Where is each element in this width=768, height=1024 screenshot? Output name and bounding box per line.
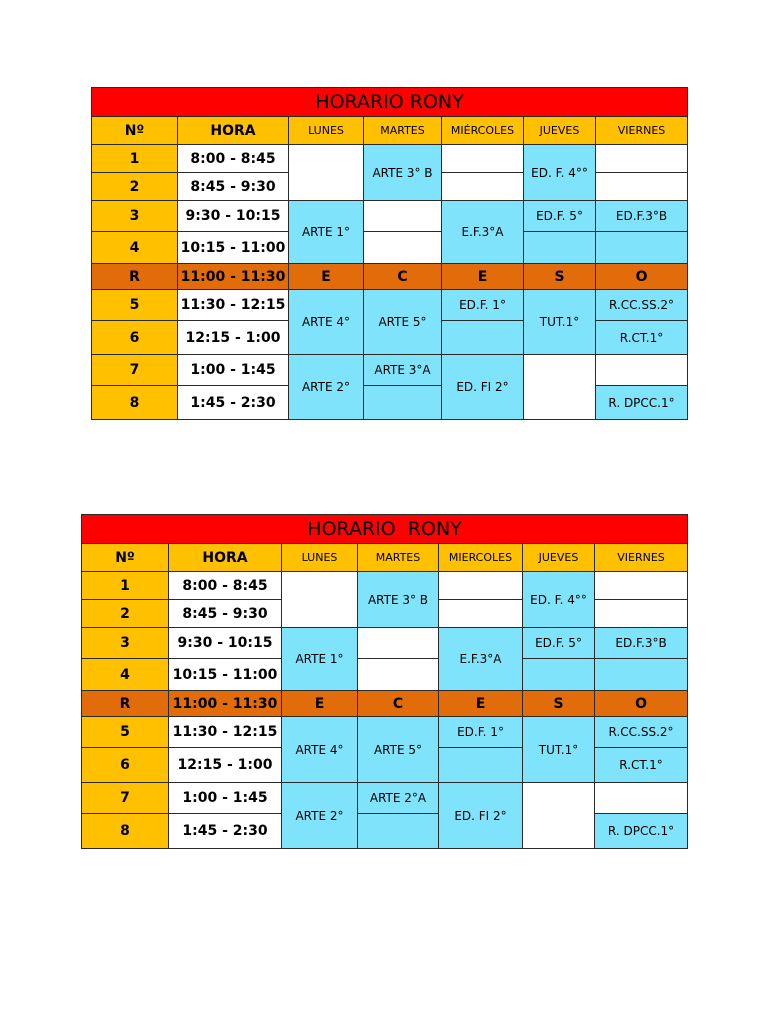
period-time: 8:45 - 9:30 xyxy=(169,600,282,628)
schedule-table-2 xyxy=(81,514,688,849)
period-time: 8:00 - 8:45 xyxy=(178,145,289,173)
recess-letter: E xyxy=(282,691,358,717)
cell-miercoles-7-8: ED. FI 2° xyxy=(439,783,523,849)
period-number: 5 xyxy=(82,717,169,748)
period-time: 10:15 - 11:00 xyxy=(169,659,282,691)
cell-martes-4 xyxy=(364,232,442,264)
period-number: 4 xyxy=(92,232,178,264)
cell-jueves-3: ED.F. 5° xyxy=(523,628,595,659)
cell-viernes-3: ED.F.3°B xyxy=(595,628,688,659)
cell-miercoles-6 xyxy=(439,748,523,783)
cell-lunes-empty xyxy=(282,572,358,628)
cell-martes-4 xyxy=(358,659,439,691)
table-title: HORARIO RONY xyxy=(92,88,688,117)
header-martes: MARTES xyxy=(358,544,439,572)
period-number: 1 xyxy=(92,145,178,173)
cell-miercoles-1 xyxy=(442,145,524,173)
cell-martes-7: ARTE 3°A xyxy=(364,355,442,386)
period-number: 7 xyxy=(92,355,178,386)
cell-martes-5-6: ARTE 5° xyxy=(364,290,442,355)
cell-viernes-2 xyxy=(596,173,688,201)
period-time: 9:30 - 10:15 xyxy=(169,628,282,659)
cell-miercoles-5: ED.F. 1° xyxy=(439,717,523,748)
recess-letter: C xyxy=(358,691,439,717)
cell-jueves-7-8 xyxy=(524,355,596,420)
header-martes: MARTES xyxy=(364,117,442,145)
recess-letter: S xyxy=(524,264,596,290)
cell-jueves-3: ED.F. 5° xyxy=(524,201,596,232)
recess-letter: S xyxy=(523,691,595,717)
header-viernes: VIERNES xyxy=(596,117,688,145)
cell-viernes-8: R. DPCC.1° xyxy=(595,814,688,849)
cell-lunes-3-4: ARTE 1° xyxy=(282,628,358,691)
cell-martes-1-2: ARTE 3° B xyxy=(358,572,439,628)
recess-letter: E xyxy=(439,691,523,717)
cell-miercoles-3-4: E.F.3°A xyxy=(439,628,523,691)
period-time: 1:45 - 2:30 xyxy=(169,814,282,849)
cell-viernes-2 xyxy=(595,600,688,628)
cell-jueves-4 xyxy=(524,232,596,264)
recess-label: R xyxy=(82,691,169,717)
cell-miercoles-6 xyxy=(442,321,524,355)
period-time: 10:15 - 11:00 xyxy=(178,232,289,264)
period-number: 3 xyxy=(82,628,169,659)
period-time: 9:30 - 10:15 xyxy=(178,201,289,232)
cell-viernes-7 xyxy=(595,783,688,814)
cell-viernes-7 xyxy=(596,355,688,386)
header-miercoles: MIERCOLES xyxy=(439,544,523,572)
cell-lunes-5-6: ARTE 4° xyxy=(282,717,358,783)
cell-jueves-7-8 xyxy=(523,783,595,849)
cell-martes-3 xyxy=(358,628,439,659)
header-hora: HORA xyxy=(178,117,289,145)
period-number: 6 xyxy=(92,321,178,355)
period-number: 4 xyxy=(82,659,169,691)
period-number: 8 xyxy=(92,386,178,420)
cell-jueves-5-6: TUT.1° xyxy=(523,717,595,783)
cell-lunes-7-8: ARTE 2° xyxy=(282,783,358,849)
cell-martes-7: ARTE 2°A xyxy=(358,783,439,814)
cell-viernes-6: R.CT.1° xyxy=(595,748,688,783)
recess-label: R xyxy=(92,264,178,290)
cell-lunes-empty xyxy=(289,145,364,201)
table-title: HORARIO RONY xyxy=(82,515,688,544)
cell-miercoles-3-4: E.F.3°A xyxy=(442,201,524,264)
cell-jueves-1-2: ED. F. 4°° xyxy=(523,572,595,628)
cell-viernes-4 xyxy=(596,232,688,264)
cell-jueves-5-6: TUT.1° xyxy=(524,290,596,355)
recess-letter: O xyxy=(596,264,688,290)
cell-martes-8 xyxy=(358,814,439,849)
recess-letter: C xyxy=(364,264,442,290)
schedule-table-1 xyxy=(91,87,688,420)
recess-time: 11:00 - 11:30 xyxy=(169,691,282,717)
period-number: 2 xyxy=(92,173,178,201)
header-number: Nº xyxy=(92,117,178,145)
period-number: 3 xyxy=(92,201,178,232)
cell-viernes-4 xyxy=(595,659,688,691)
recess-letter: E xyxy=(442,264,524,290)
cell-martes-1-2: ARTE 3° B xyxy=(364,145,442,201)
header-number: Nº xyxy=(82,544,169,572)
cell-viernes-8: R. DPCC.1° xyxy=(596,386,688,420)
header-lunes: LUNES xyxy=(282,544,358,572)
header-jueves: JUEVES xyxy=(524,117,596,145)
cell-martes-3 xyxy=(364,201,442,232)
cell-miercoles-1 xyxy=(439,572,523,600)
period-time: 11:30 - 12:15 xyxy=(169,717,282,748)
cell-miercoles-2 xyxy=(439,600,523,628)
recess-letter: O xyxy=(595,691,688,717)
cell-lunes-3-4: ARTE 1° xyxy=(289,201,364,264)
period-number: 2 xyxy=(82,600,169,628)
period-time: 8:00 - 8:45 xyxy=(169,572,282,600)
period-number: 8 xyxy=(82,814,169,849)
cell-jueves-4 xyxy=(523,659,595,691)
period-time: 8:45 - 9:30 xyxy=(178,173,289,201)
cell-miercoles-2 xyxy=(442,173,524,201)
cell-viernes-1 xyxy=(596,145,688,173)
cell-lunes-7-8: ARTE 2° xyxy=(289,355,364,420)
period-number: 1 xyxy=(82,572,169,600)
cell-viernes-5: R.CC.SS.2° xyxy=(595,717,688,748)
header-miercoles: MIÉRCOLES xyxy=(442,117,524,145)
period-time: 11:30 - 12:15 xyxy=(178,290,289,321)
recess-letter: E xyxy=(289,264,364,290)
period-number: 6 xyxy=(82,748,169,783)
period-time: 1:00 - 1:45 xyxy=(169,783,282,814)
cell-jueves-1-2: ED. F. 4°° xyxy=(524,145,596,201)
header-hora: HORA xyxy=(169,544,282,572)
cell-martes-8 xyxy=(364,386,442,420)
period-number: 7 xyxy=(82,783,169,814)
cell-lunes-5-6: ARTE 4° xyxy=(289,290,364,355)
cell-miercoles-7-8: ED. FI 2° xyxy=(442,355,524,420)
header-lunes: LUNES xyxy=(289,117,364,145)
cell-miercoles-5: ED.F. 1° xyxy=(442,290,524,321)
period-time: 12:15 - 1:00 xyxy=(169,748,282,783)
cell-viernes-3: ED.F.3°B xyxy=(596,201,688,232)
cell-viernes-6: R.CT.1° xyxy=(596,321,688,355)
header-jueves: JUEVES xyxy=(523,544,595,572)
header-viernes: VIERNES xyxy=(595,544,688,572)
period-time: 12:15 - 1:00 xyxy=(178,321,289,355)
period-time: 1:00 - 1:45 xyxy=(178,355,289,386)
period-time: 1:45 - 2:30 xyxy=(178,386,289,420)
cell-martes-5-6: ARTE 5° xyxy=(358,717,439,783)
cell-viernes-1 xyxy=(595,572,688,600)
cell-viernes-5: R.CC.SS.2° xyxy=(596,290,688,321)
period-number: 5 xyxy=(92,290,178,321)
recess-time: 11:00 - 11:30 xyxy=(178,264,289,290)
